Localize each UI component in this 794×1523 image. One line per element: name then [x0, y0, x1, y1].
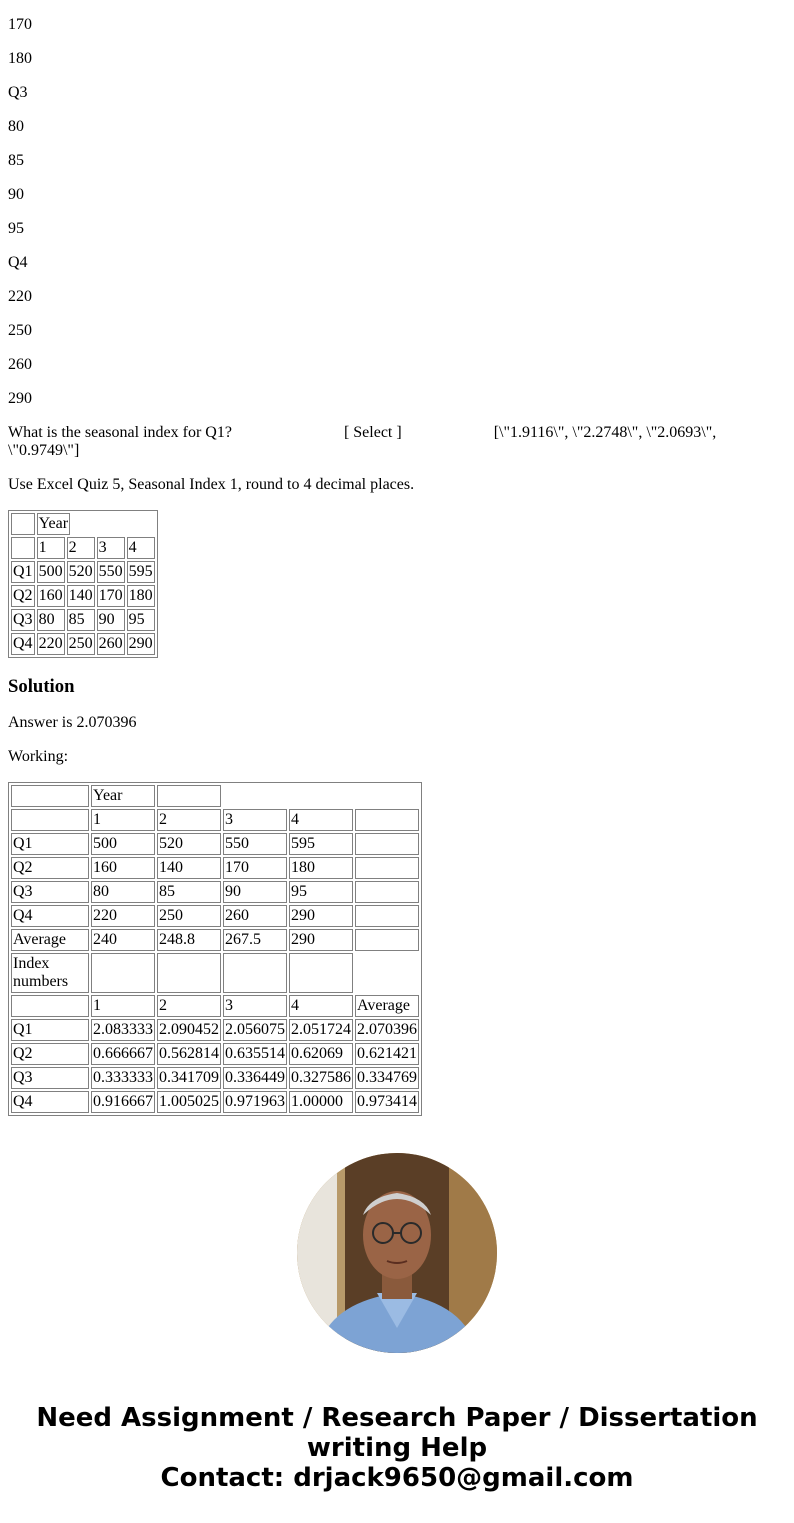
table-cell: 550 — [223, 833, 287, 855]
table-cell: 85 — [67, 609, 95, 631]
document-body — [8, 0, 786, 1116]
question — [8, 424, 786, 460]
table-row — [11, 1067, 419, 1089]
table-cell: 4 — [289, 995, 353, 1017]
footer-contact — [0, 1403, 794, 1493]
table-cell — [11, 785, 89, 807]
table-cell: Q1 — [11, 1019, 89, 1041]
table-cell-empty — [91, 953, 155, 993]
table-cell: Q4 — [11, 1091, 89, 1113]
table-cell: 170 — [97, 585, 125, 607]
table-cell: 1 — [37, 537, 65, 559]
table-row — [11, 881, 419, 903]
table-row — [11, 929, 419, 951]
table-cell: 290 — [289, 905, 353, 927]
table-cell: 0.341709 — [157, 1067, 221, 1089]
table-cell: 595 — [289, 833, 353, 855]
table-cell: 290 — [289, 929, 353, 951]
author-avatar — [297, 1153, 497, 1353]
solution-heading: Solution — [8, 676, 75, 697]
table-cell: 520 — [67, 561, 95, 583]
table-cell: Q4 — [11, 633, 35, 655]
table-cell: 500 — [91, 833, 155, 855]
table-cell: Q1 — [11, 561, 35, 583]
table-cell: 2.083333 — [91, 1019, 155, 1041]
table-cell: 220 — [37, 633, 65, 655]
table-row — [11, 857, 419, 879]
table-cell — [355, 833, 419, 855]
table-cell: 0.336449 — [223, 1067, 287, 1089]
table-row — [11, 809, 419, 831]
table-row — [11, 1091, 419, 1113]
table-cell: 3 — [223, 809, 287, 831]
table-cell: 2 — [157, 809, 221, 831]
table-cell: 180 — [289, 857, 353, 879]
table-row — [11, 537, 155, 559]
value-line: 170 — [8, 16, 32, 33]
value-line: Q4 — [8, 254, 28, 271]
index-numbers-label: Index numbers — [11, 953, 89, 993]
value-line: 85 — [8, 152, 24, 169]
table-cell: 95 — [289, 881, 353, 903]
table-cell: 0.334769 — [355, 1067, 419, 1089]
table-cell: 0.916667 — [91, 1091, 155, 1113]
year-header: Year — [37, 513, 70, 535]
table-cell — [355, 809, 419, 831]
question-text: What is the seasonal index for Q1? — [8, 424, 232, 441]
table-cell-empty — [355, 953, 419, 993]
table-cell: 0.327586 — [289, 1067, 353, 1089]
footer-line: writing Help — [306, 1433, 488, 1463]
table-cell: 1.005025 — [157, 1091, 221, 1113]
table-cell: 290 — [127, 633, 155, 655]
table-cell: 2.056075 — [223, 1019, 287, 1041]
table-row — [11, 585, 155, 607]
table-cell: 520 — [157, 833, 221, 855]
table-row — [11, 905, 419, 927]
value-line: 80 — [8, 118, 24, 135]
table-cell: 1 — [91, 809, 155, 831]
table-cell: 260 — [97, 633, 125, 655]
table-row — [11, 833, 419, 855]
table-cell: Q2 — [11, 857, 89, 879]
table-row — [11, 609, 155, 631]
table-row — [11, 995, 419, 1017]
table-cell — [11, 513, 35, 535]
table-cell: 140 — [67, 585, 95, 607]
table-cell: Q2 — [11, 585, 35, 607]
table-cell — [11, 809, 89, 831]
table-cell: Average — [355, 995, 419, 1017]
table-cell: 4 — [289, 809, 353, 831]
value-line: 180 — [8, 50, 32, 67]
table-cell — [355, 857, 419, 879]
working-label: Working: — [8, 748, 69, 765]
table-row — [11, 785, 419, 807]
value-line: 95 — [8, 220, 24, 237]
table-cell: Average — [11, 929, 89, 951]
table-cell: 550 — [97, 561, 125, 583]
table-cell: 2.051724 — [289, 1019, 353, 1041]
table-cell-empty — [157, 953, 221, 993]
table-row — [11, 953, 419, 993]
table-cell: 250 — [157, 905, 221, 927]
table-cell: 3 — [223, 995, 287, 1017]
table-cell: 140 — [157, 857, 221, 879]
table-cell: Q2 — [11, 1043, 89, 1065]
table-cell: 90 — [97, 609, 125, 631]
table-cell: 267.5 — [223, 929, 287, 951]
value-line: 250 — [8, 322, 32, 339]
table-cell: 595 — [127, 561, 155, 583]
footer-contact-email[interactable]: Contact: drjack9650@gmail.com — [160, 1463, 634, 1493]
table-cell: 0.62069 — [289, 1043, 353, 1065]
table-cell: Q4 — [11, 905, 89, 927]
avatar-photo-icon — [297, 1153, 497, 1353]
table-cell: 2.070396 — [355, 1019, 419, 1041]
table-cell — [355, 881, 419, 903]
table-cell — [11, 537, 35, 559]
table-cell: Year — [91, 785, 155, 807]
year-header-wrap — [37, 513, 155, 535]
footer-line: Need Assignment / Research Paper / Dissertation — [36, 1403, 758, 1433]
table-cell: 0.333333 — [91, 1067, 155, 1089]
value-line: 90 — [8, 186, 24, 203]
table-cell: 220 — [91, 905, 155, 927]
table-cell: 2 — [157, 995, 221, 1017]
table-cell: 80 — [37, 609, 65, 631]
table-cell: 0.666667 — [91, 1043, 155, 1065]
table-cell: Q3 — [11, 1067, 89, 1089]
table-cell: 2 — [67, 537, 95, 559]
table-row — [11, 561, 155, 583]
table-cell: 260 — [223, 905, 287, 927]
table-cell: 0.973414 — [355, 1091, 419, 1113]
answer-text: Answer is 2.070396 — [8, 714, 137, 731]
table-cell: Q3 — [11, 881, 89, 903]
table-cell: 1 — [91, 995, 155, 1017]
table-cell: 4 — [127, 537, 155, 559]
table-cell: 0.971963 — [223, 1091, 287, 1113]
table-cell — [355, 929, 419, 951]
instruction-note: Use Excel Quiz 5, Seasonal Index 1, round to 4 decimal places. — [8, 476, 415, 493]
table-cell: 1.00000 — [289, 1091, 353, 1113]
working-table — [8, 782, 422, 1116]
table-cell: 2.090452 — [157, 1019, 221, 1041]
table-row — [11, 1043, 419, 1065]
table-cell: 90 — [223, 881, 287, 903]
table-cell: 180 — [127, 585, 155, 607]
table-cell — [157, 785, 221, 807]
table-row — [11, 1019, 419, 1041]
table-cell: 0.635514 — [223, 1043, 287, 1065]
table-cell: 160 — [37, 585, 65, 607]
table-cell: 250 — [67, 633, 95, 655]
table-cell-empty — [223, 953, 287, 993]
table-cell: 240 — [91, 929, 155, 951]
values-list — [8, 0, 786, 424]
value-line — [8, 0, 786, 16]
table-cell: 85 — [157, 881, 221, 903]
table-row — [11, 633, 155, 655]
table-cell: Q3 — [11, 609, 35, 631]
table-cell: Q1 — [11, 833, 89, 855]
value-line: 260 — [8, 356, 32, 373]
table-cell: 0.562814 — [157, 1043, 221, 1065]
table-cell: 170 — [223, 857, 287, 879]
answer-options: [\"1.9116\", \"2.2748\", \"2.0693\", \"0.9749\"] — [8, 424, 717, 459]
table-cell: 3 — [97, 537, 125, 559]
table-row — [11, 513, 155, 535]
table-cell — [11, 995, 89, 1017]
table-cell: 0.621421 — [355, 1043, 419, 1065]
table-cell — [355, 905, 419, 927]
table-cell: 500 — [37, 561, 65, 583]
table-cell: 80 — [91, 881, 155, 903]
value-line: Q3 — [8, 84, 28, 101]
data-table — [8, 510, 158, 658]
value-line: 220 — [8, 288, 32, 305]
table-cell: 248.8 — [157, 929, 221, 951]
table-cell: 160 — [91, 857, 155, 879]
table-cell: 95 — [127, 609, 155, 631]
value-line: 290 — [8, 390, 32, 407]
table-cell-empty — [223, 785, 419, 807]
table-cell-empty — [289, 953, 353, 993]
answer-select[interactable]: [ Select ] — [343, 424, 402, 441]
